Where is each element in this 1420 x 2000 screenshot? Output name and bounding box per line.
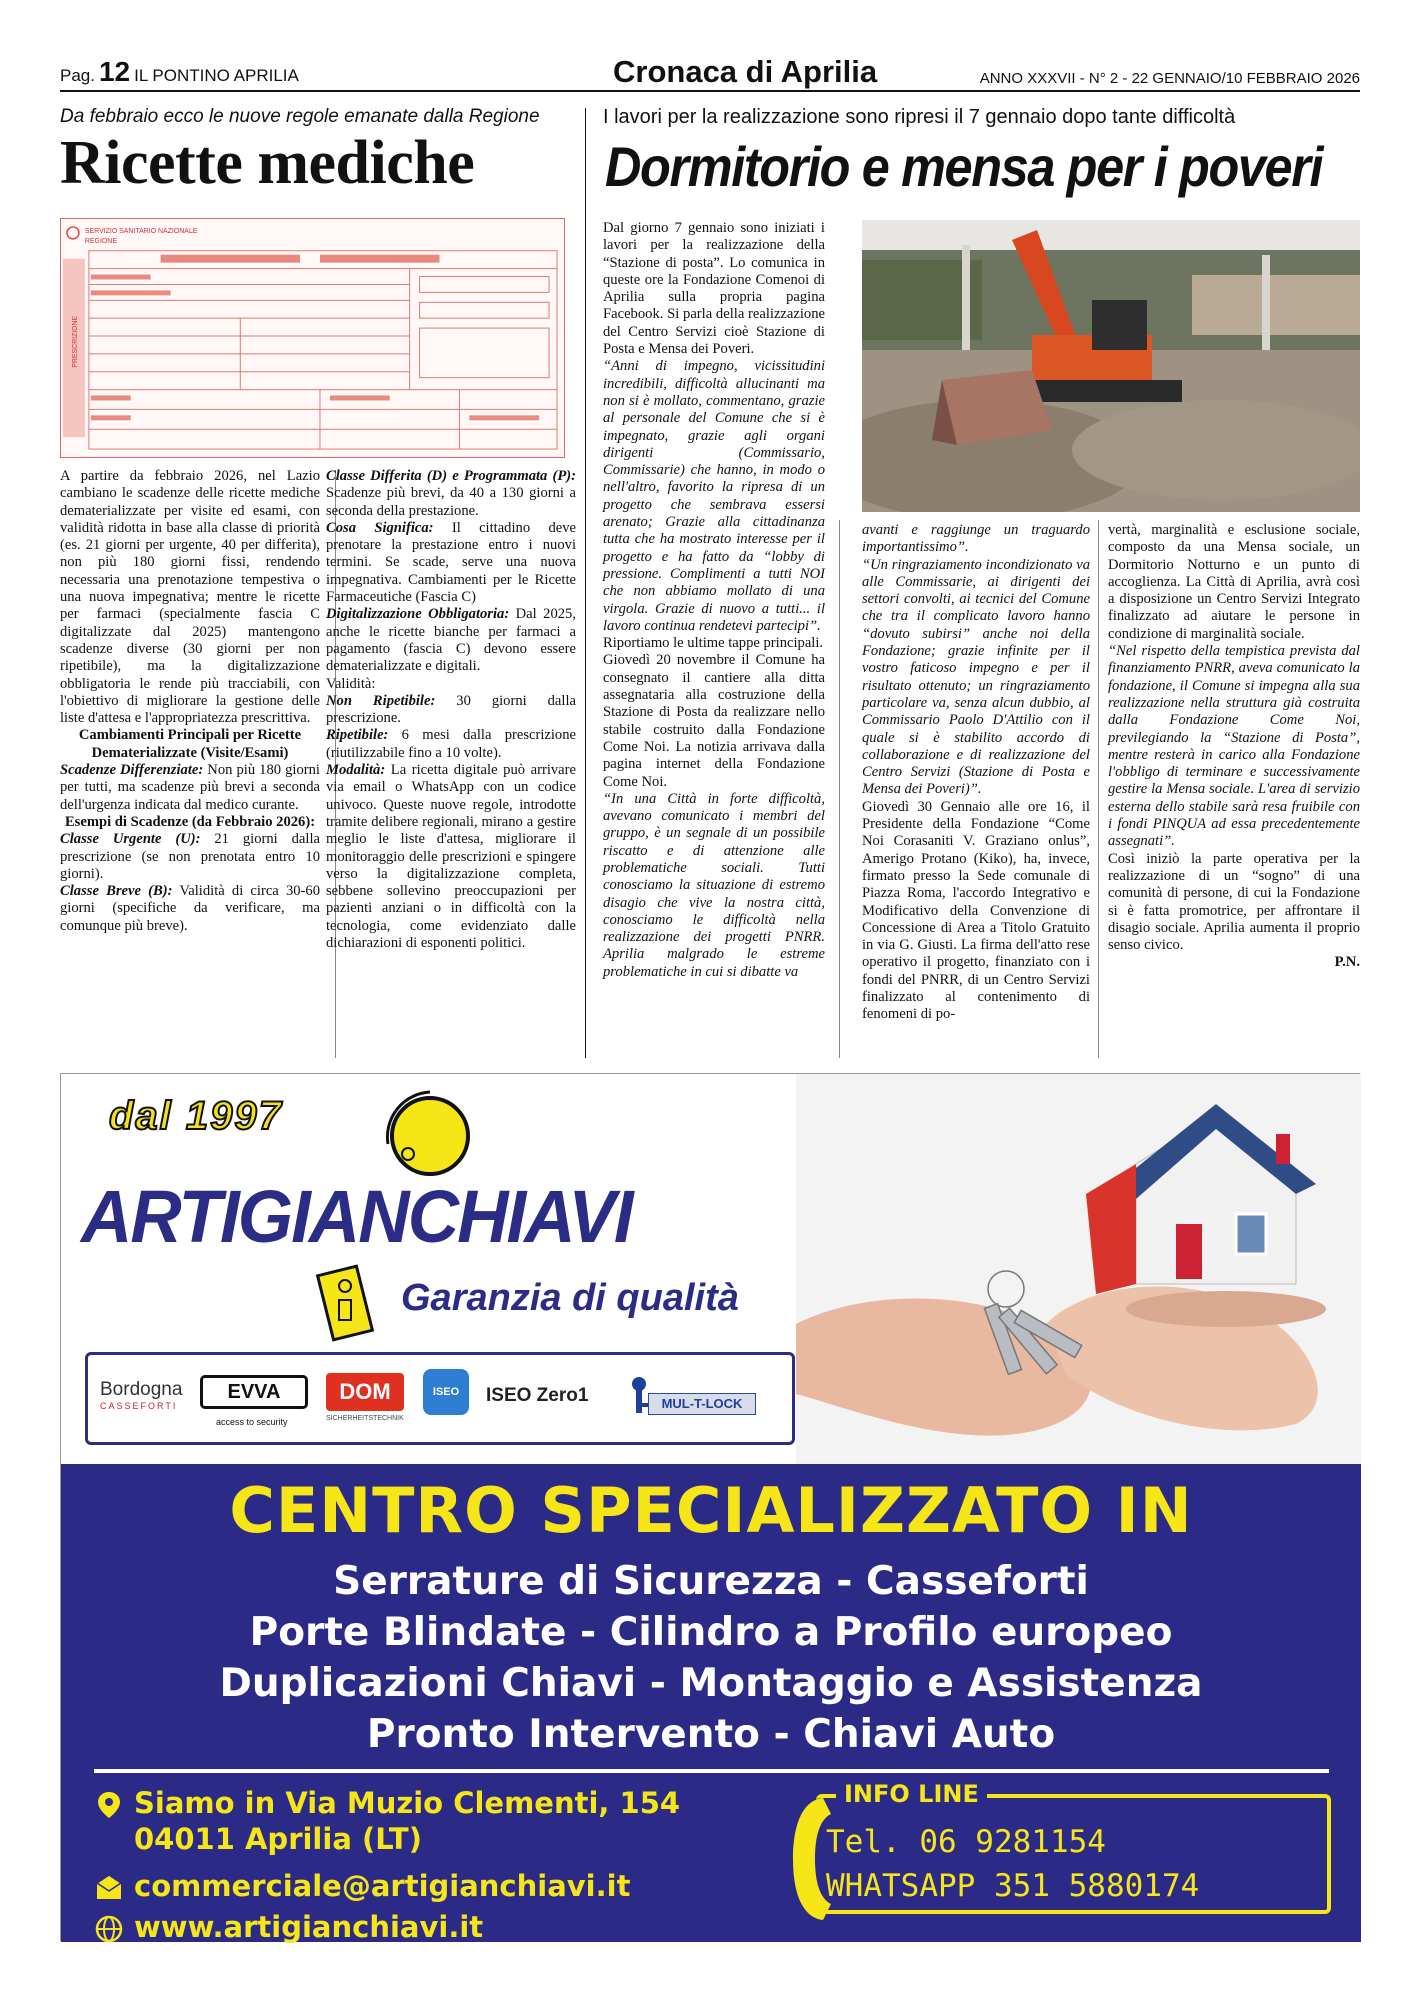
- paragraph: Scadenze più brevi, da 40 a 130 giorni a seconda della prestazione.: [326, 485, 576, 519]
- page-number: 12: [98, 56, 131, 87]
- issue-info: ANNO XXXVII - N° 2 - 22 GENNAIO/10 FEBBRAIO 2026: [979, 70, 1360, 87]
- evva-logo: [200, 1375, 308, 1409]
- column-rule: [839, 520, 840, 1058]
- label: Classe Urgente (U):: [60, 831, 201, 848]
- paragraph: Così iniziò la parte operativa per la realizzazione di un “sogno” di una comunità di persone, di cui la Fondazione si è fatta promotrice, per affrontare il disagio sociale. Aprilia aumenta il proprio senso civico.: [1108, 850, 1360, 954]
- address-line-2: 04011 Aprilia (LT): [134, 1822, 422, 1856]
- label: Modalità:: [326, 762, 386, 779]
- right-kicker: I lavori per la realizzazione sono ripresi il 7 gennaio dopo tante difficoltà: [603, 106, 1236, 128]
- quote: “Un ringraziamento incondizionato va alle Commissarie, ai dirigenti dei settori convolti, ai tecnici del Comune che tra il complicato lavoro hanno “dovuto subirsi” anche noi della Fondazione; grazie infinite per il vostro faticoso impegno e per il risultato ottenuto; un ringraziamento particolare va, senza alcun dubbio, al Commissario Paolo D'Attilio con il quale si è stabilito accordo di collaborazione e di realizzazione del Centro Servizi (Stazione di Posta e Mensa dei Poveri)”.: [862, 556, 1090, 798]
- ad-services-panel: [61, 1464, 1361, 1942]
- key-card-icon: [311, 1264, 401, 1344]
- ad-headline: CENTRO SPECIALIZZATO IN: [229, 1474, 1193, 1547]
- divider: [94, 1769, 1329, 1773]
- email-line[interactable]: [94, 1869, 630, 1903]
- evva-sub: access to security: [216, 1417, 288, 1427]
- bordogna-logo: [100, 1379, 182, 1411]
- form-header-text: SERVIZIO SANITARIO NAZIONALE: [84, 227, 198, 235]
- excavator-photo: [862, 220, 1360, 512]
- form-side-text: PRESCRIZIONE: [71, 315, 79, 368]
- email-icon: [94, 1873, 124, 1903]
- service-line: Duplicazioni Chiavi - Montaggio e Assistenza: [219, 1661, 1203, 1706]
- tagline: Garanzia di qualità: [401, 1277, 739, 1319]
- dom-sub: SICHERHEITSTECHNIK: [326, 1415, 404, 1422]
- brand-name: ARTIGIANCHIAVI: [81, 1175, 632, 1258]
- service-line: Serrature di Sicurezza - Casseforti: [333, 1559, 1089, 1604]
- website-url[interactable]: www.artigianchiavi.it: [134, 1910, 484, 1944]
- paragraph: Giovedì 20 novembre il Comune ha consegnato il cantiere alla ditta assegnataria alla costruzione della Stazione di Posta da realizzare nello stabile costruito dalla Fondazione Come Noi. La notizia arrivava dalla pagina internet della Fondazione Come Noi.: [603, 652, 825, 790]
- evva-text: EVVA: [227, 1381, 281, 1403]
- publication-name: IL PONTINO APRILIA: [134, 66, 299, 85]
- label: Classe Breve (B):: [60, 883, 173, 900]
- label: Digitalizzazione Obbligatoria:: [326, 606, 510, 623]
- author-signature: P.N.: [1334, 954, 1360, 971]
- paragraph: Validità di circa 30-60 giorni (specifiche da verificare, ma comunque più breve).: [60, 883, 320, 934]
- left-article-column-1: [60, 468, 320, 935]
- artigianchiavi-advertisement: [60, 1073, 1360, 1944]
- address-line-1: [94, 1786, 680, 1820]
- partner-logos: [85, 1352, 795, 1445]
- paragraph: La ricetta digitale può arrivare via email o WhatsApp con un codice univoco. Queste nuove regole, introdotte tramite delibere regionali, mirano a gestire meglio le liste d'attesa, migliorare il monitoraggio delle prescrizioni e spingere verso la digitalizzazione completa, sebbene sollevino preoccupazioni per pazienti anziani o in difficoltà con la tecnologia, come evidenziato dalle dichiarazioni di esponenti politici.: [326, 762, 576, 952]
- website-line[interactable]: [94, 1910, 483, 1944]
- quote: “Nel rispetto della tempistica prevista dal finanziamento PNRR, aveva comunicato la fondazione, il Comune si impegna alla sua realizzazione nella struttura già costruita dalla Fondazione Come Noi, previlegiando la “Stazione di Posta”, mentre resterà in carico alla Fondazione l'obbligo di terminare e successivamente gestire la Mensa sociale. L'area di servizio esterna dello stabile sarà resa fruibile con i fondi PINQUA ad essa precedentemente assegnati”.: [1108, 643, 1360, 850]
- paragraph: Dal giorno 7 gennaio sono iniziati i lavori per la realizzazione della “Stazione di posta”. Lo comunica in queste ore la Fondazione Comenoi di Aprilia sulla propria pagina Facebook. Si parla della realizzazione del Centro Servizi cioè Stazione di Posta e Mensa dei Poveri.: [603, 220, 825, 358]
- iseo-zero1-logo: ISEO Zero1: [486, 1385, 589, 1406]
- ad-top-section: [61, 1074, 1361, 1464]
- right-article-column-1-top: [603, 220, 825, 981]
- label: Scadenze Differenziate:: [60, 762, 204, 779]
- right-headline: Dormitorio e mensa per i poveri: [605, 135, 1323, 198]
- paragraph: 6 mesi dalla prescrizione (riutilizzabile fino a 10 volte).: [326, 727, 576, 761]
- page-header: [60, 54, 1360, 92]
- since-year: dal 1997: [109, 1094, 283, 1138]
- section-title: Cronaca di Aprilia: [613, 54, 878, 89]
- telephone-number[interactable]: Tel. 06 9281154: [826, 1824, 1106, 1860]
- left-headline: Ricette mediche: [60, 129, 475, 197]
- paragraph: vertà, marginalità e esclusione sociale, composto da una Mensa sociale, un Dormitorio Notturno e un punto di accoglienza. La Città di Aprilia, avrà così a disposizione un Centro Servizi Integrato finalizzato ad aiutare le persone in condizione di marginalità sociale.: [1108, 522, 1360, 642]
- left-article-column-2: [326, 468, 576, 952]
- prescription-form-image: [60, 218, 565, 458]
- right-article-column-2: [862, 522, 1090, 1024]
- house-keys-photo: [796, 1074, 1361, 1464]
- paragraph: A partire da febbraio 2026, nel Lazio cambiano le scadenze delle ricette mediche dematerializzate per visite ed esami, con validità ridotta in base alla classe di priorità (es. 21 giorni per urgente, 40 per differita), non più 180 giorni fissi, rendendo necessaria una prenotazione tempestiva o una nuova impegnativa; mentre le ricette per farmaci (specialmente fascia C digitalizzate dal 2025) mantengono scadenze diverse (30 giorni per non ripetibile), ma la digitalizzazione obbligatoria le rende più tracciabili, con l'obiettivo di migliorare la gestione delle liste d'attesa e l'appropriatezza prescrittiva.: [60, 468, 320, 727]
- paragraph: 30 giorni dalla prescrizione.: [326, 692, 576, 727]
- paragraph: Giovedì 30 Gennaio alle ore 16, il Presidente della Fondazione “Come Noi Corasaniti V. Graziano onlus”, Amerigo Protano (Kiko), ha, invece, firmato presso la Sede comunale di Piazza Roma, l'accordo Integrativo e Modificativo della Convenzione di Concessione di Area a Titolo Gratuito in via G. Giusti. La firma dell'atto rese operativo il progetto, finanziato con i fondi del PNRR, di un Centro Servizi finalizzato al contenimento di fenomeni di po-: [862, 798, 1090, 1023]
- quote: avanti e raggiunge un traguardo importantissimo”.: [862, 522, 1090, 556]
- quote: “Anni di impegno, vicissitudini incredibili, difficoltà allucinanti ma non si è mollato, commentano, grazie al personale del Comune che si è impegnato, grazie agli organi dirigenti (Commissario, Commissarie) che hanno, in modo o nell'altro, favorito la ripresa di un progetto che sembrava essersi arenato; Grazie alla cittadinanza tutta che ha mostrato interesse per il progetto e ha fatto da “lobby di pressione. Complimenti a tutti NOI che non abbiamo mollato di una virgola. Grazie di nuovo a tutti... il lavoro continua rendetevi partecipi”.: [603, 358, 825, 634]
- iseo-logo: ISEO: [423, 1369, 469, 1415]
- paragraph: Non più 180 giorni per tutti, ma scadenze più brevi a seconda dell'urgenza indicata dal medico curante.: [60, 762, 320, 813]
- info-line-label: INFO LINE: [836, 1780, 987, 1808]
- paragraph: Il cittadino deve prenotare la prestazione entro i nuovi termini. Se scade, serve una nuova impegnativa. Cambiamenti per le Ricette Farmaceutiche (Fascia C): [326, 519, 576, 606]
- column-divider: [585, 108, 586, 1058]
- quote: “In una Città in forte difficoltà, avevano comunicato i membri del gruppo, è un segnale di un possibile riscatto e di attenzione alle problematiche sociali. Tutti conosciamo la situazione di estremo disagio che vive la nostra città, conosciamo le difficoltà nella realizzazione dei progetti PNRR. Aprilia malgrado le estreme problematiche in cui si dibatte va: [603, 790, 825, 980]
- form-sub-text: REGIONE: [84, 237, 117, 245]
- bordogna-text: Bordogna: [100, 1379, 183, 1400]
- paragraph: Dal 2025, anche le ricette bianche per farmaci a pagamento (fascia C) devono essere dematerializzate e digitali.: [326, 606, 576, 675]
- dom-logo: DOM: [326, 1373, 404, 1411]
- label: Cosa Significa:: [326, 519, 434, 536]
- left-kicker: Da febbraio ecco le nuove regole emanate dalla Regione: [60, 106, 540, 127]
- label: Ripetibile:: [326, 727, 389, 744]
- bordogna-sub: CASSEFORTI: [100, 1401, 178, 1411]
- right-article-column-3: [1108, 522, 1360, 972]
- label: Non Ripetibile:: [326, 692, 436, 709]
- column-rule: [1098, 520, 1099, 1058]
- email-address[interactable]: commerciale@artigianchiavi.it: [134, 1869, 631, 1903]
- service-line: Porte Blindate - Cilindro a Profilo europeo: [249, 1610, 1173, 1655]
- location-pin-icon: [94, 1790, 124, 1820]
- service-line: Pronto Intervento - Chiavi Auto: [366, 1712, 1056, 1757]
- paragraph: Riportiamo le ultime tappe principali.: [603, 635, 824, 652]
- page-number-block: [60, 56, 299, 88]
- label: Classe Differita (D) e Programmata (P):: [326, 468, 576, 484]
- paragraph: 21 giorni dalla prescrizione (se non prenotata entro 10 giorni).: [60, 831, 320, 882]
- whatsapp-number[interactable]: WHATSAPP 351 5880174: [826, 1868, 1200, 1904]
- subheading: Cambiamenti Principali per Ricette Dematerializzate (Visite/Esami): [78, 727, 302, 761]
- address-text: Siamo in Via Muzio Clementi, 154: [134, 1786, 681, 1820]
- globe-icon: [94, 1914, 124, 1944]
- paragraph: Validità:: [326, 675, 376, 692]
- page-label: Pag.: [60, 66, 95, 85]
- subheading: Esempi di Scadenze (da Febbraio 2026):: [64, 813, 316, 830]
- info-line-box: [816, 1780, 1331, 1914]
- mul-t-lock-logo: MUL-T-LOCK: [648, 1393, 756, 1415]
